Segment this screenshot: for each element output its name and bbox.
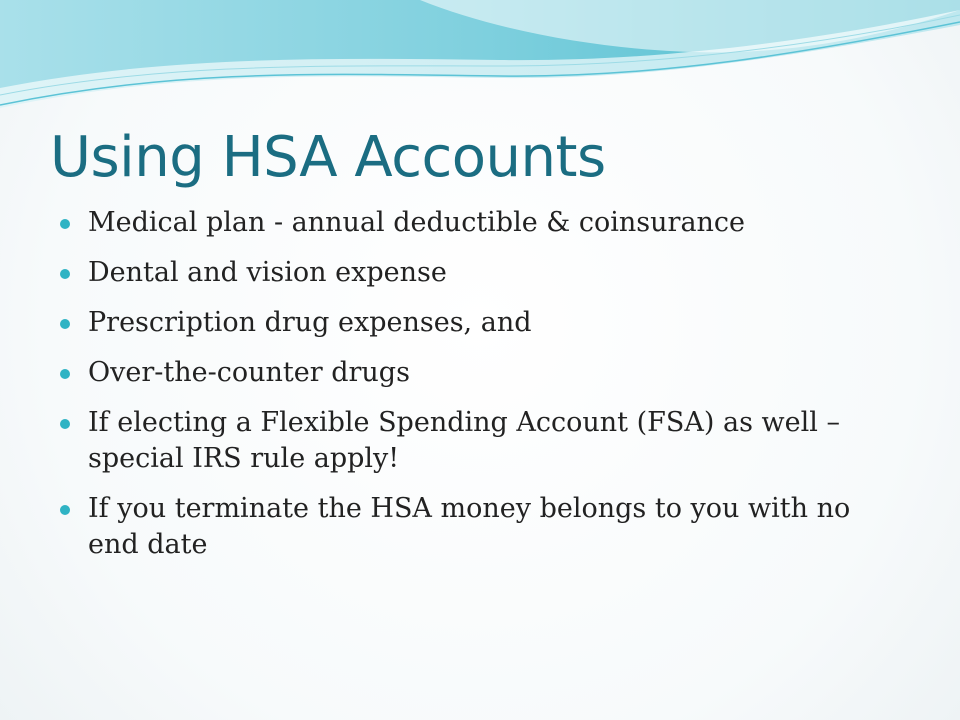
bullet-dot-icon [60, 419, 70, 429]
list-item [0, 355, 960, 391]
list-item [0, 205, 960, 241]
bullet-dot-icon [60, 269, 70, 279]
bullet-dot-icon [60, 219, 70, 229]
bullet-dot-icon [60, 505, 70, 515]
list-item [0, 491, 960, 563]
bullet-dot-icon [60, 369, 70, 379]
bullet-text: If you terminate the HSA money belongs to you with no end date [88, 493, 851, 560]
bullet-list [0, 205, 960, 577]
bullet-text: Medical plan - annual deductible & coinsurance [88, 207, 746, 238]
bullet-dot-icon [60, 319, 70, 329]
bullet-text: If electing a Flexible Spending Account (FSA) as well – special IRS rule apply! [88, 407, 840, 474]
bullet-text: Over-the-counter drugs [88, 357, 410, 388]
list-item [0, 305, 960, 341]
list-item [0, 405, 960, 477]
slide-title: Using HSA Accounts [50, 125, 606, 190]
bullet-text: Dental and vision expense [88, 257, 447, 288]
bullet-text: Prescription drug expenses, and [88, 307, 532, 338]
header-wave-icon [0, 0, 960, 130]
list-item [0, 255, 960, 291]
